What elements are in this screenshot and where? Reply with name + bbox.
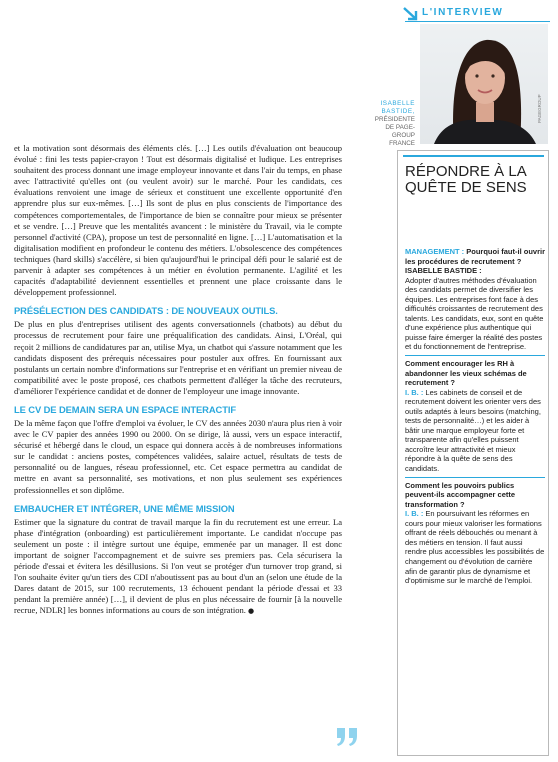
article-paragraph-text: Estimer que la signature du contrat de travail marque la fin du recrutement est une erreur. La phase d'intégration (onboarding) est particulièrement importante. Le candidat n'occupe pas seulement un poste : il intègre surtout une équipe, emmenée par un manager. Il est donc important de soigner l'accompagnement et de suivre ses premiers pas. Cela sécurisera la période d'essai et évitera les désillusions. Si l'on veut se protéger d'un turnover trop grand, si l'on souhaite éviter qu'un tiers des CDI n'aboutissent pas au bout d'un an (selon une étude de la Dares datant de 2015, sur 100 recrutements, 13 échouent pendant la période d'essai et 33 pendant la première année) […], il devient de plus en plus nécessaire de fournir [à la nouvelle recrue, NDLR] les bonnes informations au cours de son intégration. bbox=[14, 516, 342, 616]
article-subheading: LE CV DE DEMAIN SERA UN ESPACE INTERACTIF bbox=[14, 403, 236, 415]
speaker-label: ISABELLE BASTIDE : bbox=[405, 266, 482, 276]
caption-role-line: PRÉSIDENTE bbox=[374, 116, 415, 123]
answer-text: Les cabinets de conseil et de recrutement doivent les orienter vers des outils adaptés à leurs besoins (matching, tests de personnalité…) et les aider à bâtir une marque employeur forte et transparente afin qu'elles puissent accroître leur attractivité et mieux répondre à la quête de sens des candidats. bbox=[405, 387, 541, 474]
article-body bbox=[14, 143, 342, 617]
article-paragraph bbox=[14, 517, 342, 618]
portrait-caption bbox=[345, 100, 415, 148]
article-paragraph: et la motivation sont désormais des éléments clés. […] Les outils d'évaluation ont beaucoup évolué : fini les tests papier-crayon ! Tout est désormais digitalisé et ludique. Les entreprises souhaitent des process donnant une image employeur innovante et dans l'air du temps, en phase avec l'attractivité qu'elles ont (ou veulent avoir) sur le marché. Pour les candidats, ces évaluations renvoient une image de sérieux et constituent une excellente opportunité d'en apprendre plus sur eux-mêmes. […] Ils sont de plus en plus conscients de l'importance des compétences comportementales, de l'importance de bien se connaître pour mieux se présenter et se vendre. […] Preuve que les mentalités avancent : le ministère du Travail, via le compte personnel d'activité (CPA), propose un test de personnalité en ligne. […] L'automatisation et la digitalisation modifient en profondeur le contenu des métiers. L'obsolescence des compétences techniques (hard skills) s'accélère, si bien qu'aujourd'hui le principal défi pour le salarié est de parvenir à adapter ses compétences à un métier en évolution permanente. L'agilité et les capacités d'adaptabilité deviennent essentielles et prennent une place croissante dans le développement professionnel. bbox=[14, 143, 342, 298]
sidebar-question: Comment encourager les RH à abandonner les vieux schémas de recrutement ? bbox=[405, 359, 527, 388]
article-paragraph: De la même façon que l'offre d'emploi va évoluer, le CV des années 2030 n'aura plus rien à voir avec le CV papier des années 1990 ou 2000. On se dirige, là aussi, vers un espace interactif, sécurisé et hébergé dans le cloud, un espace qui donnera accès à de nombreuses informations sur le candidat : anciens postes, compétences validées, salaire actuel, résultats de tests de personnalité ou de langues, réseau professionnel, etc. Cet espace permettra au candidat de mettre en avant sa personnalité, ses motivations, et non plus seulement ses expériences professionnelles et son diplôme. bbox=[14, 417, 342, 495]
speaker-label: I. B. : bbox=[405, 509, 424, 519]
sidebar-body bbox=[405, 247, 545, 592]
question-text: Pourquoi faut-il ouvrir les procédures de recrutement ? bbox=[405, 247, 546, 266]
sidebar-question: Comment les pouvoirs publics peuvent-ils accompagner cette transformation ? bbox=[405, 480, 516, 509]
caption-role-line: GROUP bbox=[391, 132, 415, 139]
sidebar-top-rule bbox=[403, 155, 544, 157]
sidebar-answer bbox=[405, 509, 545, 588]
sidebar-answer bbox=[405, 388, 545, 478]
header-rule bbox=[405, 21, 550, 22]
photo-credit: PAGEGROUP bbox=[537, 94, 542, 123]
section-label: L'INTERVIEW bbox=[422, 7, 504, 18]
caption-role-line: DE PAGE- bbox=[385, 124, 415, 131]
caption-name-line: ISABELLE bbox=[380, 100, 415, 107]
quote-mark-icon bbox=[334, 724, 360, 750]
arrow-icon bbox=[402, 6, 420, 22]
portrait-photo bbox=[420, 24, 548, 144]
sidebar-question bbox=[405, 247, 545, 266]
article-paragraph: De plus en plus d'entreprises utilisent des agents conversationnels (chatbots) au début du processus de recrutement pour faire une préqualification des candidats. Ainsi, L'Oréal, qui reçoit 2 millions de candidatures par an, utilise Mya, un chatbot qui s'assure notamment que les candidats disposent des prérequis nécessaires pour postuler aux offres. En fournissant aux postulants un certain nombre d'informations sur l'entreprise et en vérifiant un premier niveau de compatibilité avec le poste proposé, ces chatbots permettent d'alléger la tâche des recruteurs, d'améliorer l'expérience candidat et de donner de l'employeur une image innovante. bbox=[14, 319, 342, 396]
portrait-illustration bbox=[420, 24, 548, 144]
answer-text: En poursuivant les réformes en cours pour mieux valoriser les formations offrant de réels débouchés ou menant à des métiers en tension. Il faut aussi rendre plus accessibles les possibilités de changement ou d'évolution de carrière afin de garantir plus de dynamisme et d'optimisme sur le marché de l'emploi. bbox=[405, 509, 545, 586]
answer-text: Adopter d'autres méthodes d'évaluation des candidats permet de diversifier les équipes. Les entreprises font face à des difficultés croissantes de recrutement des talents. Les candidats, eux, sont en quête d'une expérience plus authentique qui puisse faire émerger la réalité des postes et du fonctionnement de l'entreprise. bbox=[405, 275, 544, 352]
speaker-label: I. B. : bbox=[405, 387, 424, 397]
caption-name-line: BASTIDE, bbox=[381, 108, 415, 115]
sidebar-title: RÉPONDRE À LA QUÊTE DE SENS bbox=[405, 163, 527, 196]
sidebar-answer bbox=[405, 266, 545, 356]
caption-role-line: FRANCE bbox=[389, 140, 415, 147]
article-subheading: PRÉSÉLECTION DES CANDIDATS : DE NOUVEAUX OUTILS. bbox=[14, 305, 278, 317]
section-header bbox=[402, 6, 552, 22]
article-subheading: EMBAUCHER ET INTÉGRER, UNE MÊME MISSION bbox=[14, 502, 235, 514]
question-label: MANAGEMENT : bbox=[405, 247, 465, 256]
interview-sidebar bbox=[397, 150, 549, 756]
end-mark: ● bbox=[248, 607, 255, 616]
